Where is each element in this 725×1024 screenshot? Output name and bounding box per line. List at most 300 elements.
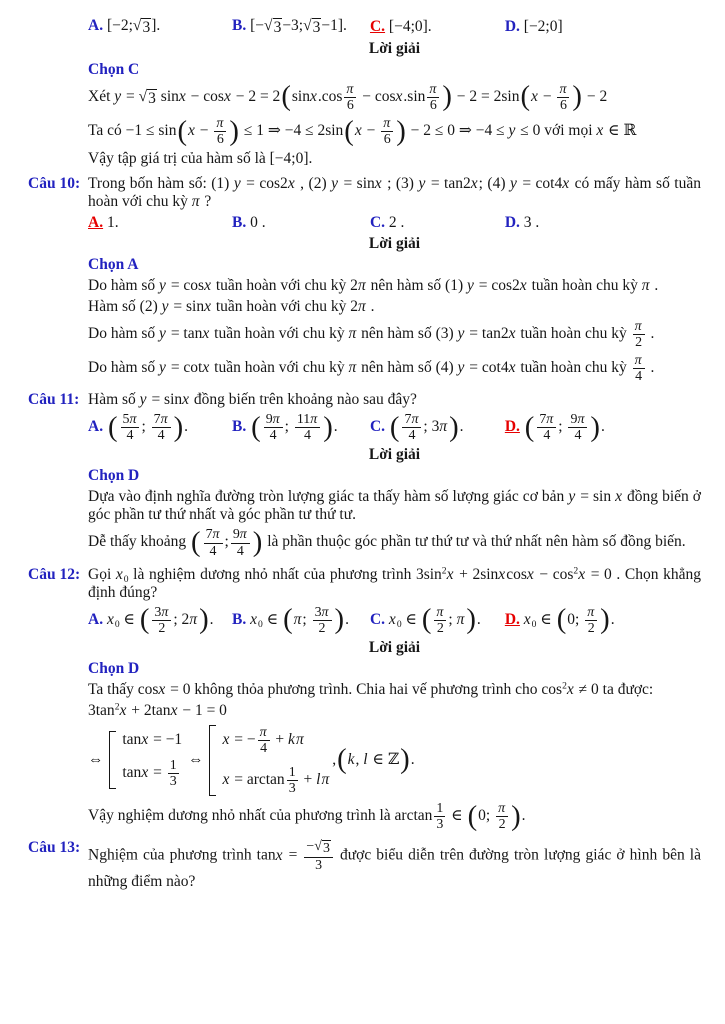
math-sqrt	[264, 18, 282, 37]
math-paren: (	[177, 114, 188, 147]
math-variable: y	[233, 175, 241, 193]
system-rows	[122, 731, 182, 789]
radical-sign-icon: √	[264, 17, 273, 34]
question-block	[28, 175, 701, 211]
math-fraction	[302, 839, 335, 873]
fraction-numerator: 7π	[152, 412, 171, 428]
math-variable: x	[275, 846, 283, 864]
option-item	[88, 214, 232, 232]
fraction-numerator: 1	[436, 800, 444, 816]
math-paren: (	[344, 114, 354, 147]
math-variable: π	[321, 604, 329, 620]
math-variable: y	[418, 175, 426, 193]
radical-sign-icon: √	[314, 839, 322, 855]
math-variable: x	[188, 122, 195, 140]
math-variable: x	[222, 770, 230, 788]
answer-choice: Chọn D	[88, 659, 140, 677]
math-paren: (	[283, 603, 293, 636]
math-variable: y	[568, 488, 576, 506]
math-fraction	[555, 82, 571, 113]
math-variable: π	[189, 610, 198, 628]
options-row	[88, 605, 701, 636]
fraction-denominator: 4	[543, 428, 551, 444]
solution-heading: Lời giải	[368, 638, 421, 656]
math-variable: l	[316, 770, 321, 788]
math-variable: x	[508, 359, 516, 377]
math-variable: x	[204, 298, 211, 316]
math-subscript: 0	[258, 618, 263, 630]
fraction-denominator: 6	[216, 132, 224, 147]
system-row: tanx = $\frac{1}{3}$	[122, 758, 182, 789]
math-variable: π	[161, 604, 169, 620]
option-item	[232, 605, 370, 636]
fraction-numerator: − √ 3	[304, 839, 333, 858]
solution-heading: Lời giải	[368, 446, 421, 464]
math-fraction	[150, 605, 173, 636]
fraction-numerator: 5π	[121, 412, 140, 428]
math-variable: x	[115, 565, 123, 583]
math-variable: x	[498, 565, 506, 583]
question-block	[28, 566, 701, 602]
option-content: ( $\frac{9\pi}{4}$ ; $\frac{11\pi}{4}$ ).	[251, 410, 338, 444]
math-fraction	[293, 412, 322, 443]
system-row: tanx = −1	[122, 731, 183, 749]
option-letter-correct: D.	[504, 418, 520, 436]
math-fraction	[432, 801, 447, 832]
fraction-numerator: 9π	[568, 412, 587, 428]
math-variable: π	[498, 800, 506, 816]
math-variable: x	[287, 175, 295, 193]
math-paren: (	[281, 80, 291, 113]
solution-line: $3\tan^2x + 2\tan x - 1 = 0$	[88, 701, 227, 719]
option-letter: A.	[88, 610, 104, 628]
option-item	[505, 605, 701, 636]
math-variable: k	[347, 750, 355, 768]
math-variable: π	[641, 277, 650, 295]
math-paren: (	[556, 603, 567, 636]
fraction-denominator: 4	[574, 428, 582, 444]
math-variable: x	[519, 277, 527, 295]
option-letter-correct: A.	[88, 214, 104, 232]
math-variable: π	[634, 319, 642, 335]
math-paren: (	[421, 603, 432, 636]
fraction-numerator	[633, 353, 645, 369]
math-fraction	[119, 412, 142, 443]
option-letter-correct: D.	[504, 610, 520, 628]
math-variable: π	[546, 412, 554, 428]
fraction-denominator: 6	[346, 97, 354, 113]
math-variable: π	[456, 610, 465, 628]
math-variable: x	[523, 610, 531, 628]
option-content: x0 ∈ (0; $\frac{\pi}{2}$ ).	[523, 603, 615, 636]
fraction-denominator: 6	[429, 97, 437, 113]
math-variable: x	[470, 175, 478, 193]
fraction-denominator: 3	[436, 817, 444, 832]
math-paren: )	[572, 80, 582, 113]
math-variable: x	[202, 359, 210, 377]
fraction-numerator: 11π	[295, 412, 320, 428]
math-variable: π	[436, 604, 444, 620]
math-variable: y	[509, 175, 517, 193]
math-subscript: 0	[396, 618, 402, 630]
option-content: [−2; √ 3 ].	[106, 17, 161, 36]
option-content: 2 .	[388, 214, 405, 232]
option-letter: C.	[369, 214, 386, 232]
math-variable: π	[321, 770, 330, 788]
option-item	[505, 18, 701, 36]
system-bracket	[109, 731, 116, 789]
math-variable: x	[170, 701, 178, 719]
math-sqrt	[303, 18, 321, 37]
fraction-denominator: 4	[408, 428, 416, 444]
fraction-denominator: 6	[559, 97, 567, 113]
radical-sign-icon: √	[303, 17, 312, 34]
math-variable: k	[288, 730, 295, 748]
math-variable: π	[212, 527, 220, 543]
math-paren: )	[334, 603, 345, 636]
fraction-denominator: 4	[157, 428, 165, 444]
question-block	[28, 391, 701, 409]
math-variable: x	[374, 175, 382, 193]
math-variable: π	[348, 325, 357, 343]
math-fraction	[631, 319, 647, 350]
option-content: 0 .	[250, 214, 266, 232]
math-paren: (	[251, 410, 261, 443]
options-row	[88, 412, 701, 443]
math-variable: x	[531, 87, 538, 105]
answer-choice: Chọn D	[88, 467, 140, 485]
option-content: ( $\frac{7\pi}{4}$ ; 3π).	[389, 410, 464, 444]
math-variable: x	[182, 391, 190, 409]
fraction-numerator: 1	[288, 764, 296, 780]
fraction-numerator: 7π	[537, 412, 556, 428]
question-label: Câu 10:	[28, 175, 81, 193]
math-variable: x	[566, 680, 574, 698]
fraction-denominator: 6	[383, 132, 391, 147]
radicand: 3	[273, 19, 282, 36]
math-paren: )	[323, 410, 333, 443]
math-variable: π	[383, 115, 391, 131]
solution-line: Do hàm số y = tanx tuần hoàn với chu kỳ π nên hàm số (3) y = tan2x tuần hoàn chu kỳ $\frac{\pi}{2}$ .	[88, 319, 655, 351]
fraction-numerator: 3π	[313, 605, 332, 621]
document-content	[28, 17, 701, 891]
math-variable: π	[295, 730, 304, 748]
math-paren: (	[467, 799, 478, 832]
option-item	[88, 412, 232, 443]
solution-line: Vậy nghiệm dương nhỏ nhất của phương trình là arctan $\frac{1}{3}$ ∈ (0; $\frac{\pi}{2}$ ).	[88, 799, 526, 832]
math-variable: x	[204, 277, 211, 295]
fraction-numerator	[496, 801, 508, 817]
fraction-numerator	[585, 605, 597, 621]
fraction-denominator: 4	[304, 428, 312, 444]
math-variable: π	[577, 412, 585, 428]
math-fraction	[432, 605, 448, 636]
fraction-denominator: 3	[315, 858, 323, 874]
math-sqrt	[139, 89, 157, 108]
math-sqrt	[133, 18, 151, 37]
math-variable: π	[259, 724, 267, 740]
math-variable: π	[429, 81, 437, 97]
math-fraction	[285, 765, 300, 796]
option-letter: C.	[369, 610, 386, 628]
fraction-denominator: 4	[635, 369, 643, 385]
math-variable: x	[388, 610, 396, 628]
math-variable: x	[222, 730, 230, 748]
option-content: x0 ∈ ( $\frac{\pi}{2}$ ; π).	[388, 603, 481, 636]
math-variable: y	[159, 359, 166, 377]
fraction-numerator	[557, 82, 569, 98]
math-fraction	[583, 605, 599, 636]
option-item	[232, 412, 370, 443]
math-variable: π	[634, 353, 642, 369]
math-variable: x	[250, 610, 258, 628]
solution-line: Vậy tập giá trị của hàm số là [−4;0].	[88, 150, 313, 168]
question-block	[28, 839, 701, 891]
solution-heading: Lời giải	[368, 235, 421, 253]
math-paren: )	[442, 80, 452, 113]
system-row: x = arctan $\frac{1}{3}$ + lπ	[222, 764, 330, 796]
math-fraction	[631, 353, 647, 384]
math-variable: π	[310, 412, 318, 428]
math-variable: y	[139, 391, 147, 409]
math-paren: )	[252, 526, 263, 559]
option-item	[370, 605, 505, 636]
options-row	[88, 17, 701, 37]
option-item	[232, 214, 370, 232]
fraction-denominator: 3	[288, 780, 296, 796]
solution-line: Hàm số (2) y = sinx tuần hoàn với chu kỳ 2π .	[88, 298, 375, 316]
question-text: Nghiệm của phương trình tanx = − √ 3 3 được biểu diễn trên đường tròn lượng giác ở hình bên là những điểm nào?	[88, 839, 701, 891]
fraction-denominator: 4	[236, 543, 244, 559]
math-variable: π	[357, 298, 366, 316]
system-rows	[222, 725, 330, 796]
fraction-numerator	[344, 82, 356, 98]
math-superscript: 2	[573, 565, 579, 577]
fraction-numerator: 1	[169, 758, 177, 774]
math-variable: x	[578, 565, 586, 583]
math-paren: (	[191, 526, 201, 559]
math-fraction	[150, 412, 173, 443]
math-variable: x	[562, 175, 570, 193]
fraction-denominator: 2	[498, 817, 506, 832]
radical-sign-icon: √	[132, 17, 142, 34]
option-content: 1.	[106, 214, 119, 232]
math-paren: )	[173, 410, 184, 443]
option-letter: B.	[232, 418, 247, 436]
math-variable: π	[346, 81, 354, 97]
math-variable: x	[354, 122, 362, 140]
math-variable: x	[223, 87, 231, 105]
system-row: x = − $\frac{\pi}{4}$ + kπ	[222, 724, 304, 756]
math-paren: (	[389, 410, 400, 443]
math-variable: y	[331, 175, 338, 193]
math-variable: π	[357, 277, 366, 295]
fraction-denominator: 2	[436, 620, 444, 636]
math-superscript: 2	[562, 680, 567, 692]
math-fraction	[535, 412, 558, 443]
question-text: Hàm số y = sinx đồng biến trên khoảng nào sau đây?	[88, 391, 417, 409]
math-variable: π	[439, 418, 448, 436]
options-row	[88, 214, 701, 232]
fraction-numerator	[427, 82, 439, 98]
fraction-denominator: 2	[318, 620, 326, 636]
math-variable: π	[348, 359, 357, 377]
math-fraction	[311, 605, 334, 636]
fraction-denominator: 3	[169, 774, 177, 790]
math-variable: π	[239, 527, 247, 543]
option-letter-correct: C.	[369, 17, 386, 35]
math-paren: )	[600, 603, 610, 636]
math-variable: π	[160, 412, 168, 428]
math-subscript: 0	[114, 618, 120, 630]
fraction-denominator: 4	[126, 428, 134, 444]
radicand: 3	[312, 19, 321, 36]
math-paren: )	[449, 410, 459, 443]
question-label: Câu 12:	[28, 565, 81, 583]
fraction-numerator	[434, 605, 446, 621]
fraction-denominator: 4	[269, 428, 277, 444]
math-variable: π	[411, 412, 419, 428]
question-text: Gọi x0 là nghiệm dương nhỏ nhất của phương trình $3\sin^2x$ + 2sinxcosx − $\cos^2x = 0$ . Chọn khẳng định đúng?	[88, 565, 701, 601]
option-item	[370, 412, 505, 443]
math-fraction	[212, 116, 228, 147]
math-paren: )	[511, 799, 521, 832]
question-label: Câu 13:	[28, 839, 81, 857]
math-variable: x	[119, 701, 127, 719]
option-letter: B.	[232, 214, 247, 232]
math-variable: x	[508, 325, 516, 343]
option-letter: D.	[504, 214, 520, 232]
fraction-denominator: 4	[209, 543, 217, 559]
fraction-numerator	[381, 116, 393, 132]
math-variable: l	[363, 750, 368, 768]
solution-line: ⇔ tanx = −1 tanx = $\frac{1}{3}$ ⇔ x = − $\frac{\pi}{4}$ + kπ x = arctan $\frac{1}{3}$ + lπ ,(k, l ∈ ℤ).	[88, 724, 415, 796]
question-label: Câu 11:	[28, 391, 80, 409]
fraction-numerator: 7π	[204, 527, 223, 543]
answer-choice: Chọn A	[88, 256, 139, 274]
math-variable: π	[191, 193, 200, 211]
option-item	[88, 17, 232, 37]
option-letter: B.	[232, 17, 247, 34]
option-item	[232, 17, 370, 37]
math-paren: (	[107, 410, 118, 443]
math-variable: y	[457, 325, 465, 343]
answer-choice: Chọn C	[88, 60, 140, 78]
solution-line: Do hàm số y = cosx tuần hoàn với chu kỳ 2π nên hàm số (1) y = cos2x tuần hoàn chu kỳ π .	[88, 277, 659, 295]
radicand: 3	[142, 19, 151, 36]
math-variable: x	[106, 610, 114, 628]
math-fraction	[229, 527, 252, 558]
option-content: [−4;0].	[388, 17, 432, 35]
math-variable: x	[202, 325, 210, 343]
fraction-numerator: 9π	[231, 527, 250, 543]
solution-line: Xét y = √ 3 sinx − cosx − 2 = 2(sinx.cos $\frac{\pi}{6}$ − cosx.sin $\frac{\pi}{6}$ ) − 2 = 2sin(x − $\frac{\pi}{6}$ ) − 2	[88, 80, 608, 113]
solution-line: Dễ thấy khoảng ( $\frac{7\pi}{4}$ ; $\frac{9\pi}{4}$ ) là phần thuộc góc phần tư thứ tư và thứ nhất nên hàm số đồng biến.	[88, 526, 686, 559]
math-variable: y	[114, 87, 122, 105]
math-fraction	[425, 82, 441, 113]
option-item	[505, 412, 701, 443]
math-variable: y	[159, 325, 166, 343]
math-variable: y	[457, 359, 465, 377]
system-bracket	[209, 725, 216, 796]
math-system	[109, 731, 182, 789]
solution-heading: Lời giải	[368, 39, 421, 57]
math-fraction	[202, 527, 225, 558]
option-content: ( $\frac{7\pi}{4}$ ; $\frac{9\pi}{4}$ ).	[524, 410, 605, 444]
fraction-numerator	[633, 319, 645, 335]
math-fraction	[256, 725, 272, 756]
math-variable: x	[395, 87, 403, 105]
fraction-denominator: 4	[260, 740, 268, 756]
option-letter: B.	[232, 610, 247, 628]
math-paren: )	[229, 114, 239, 147]
math-variable: x	[309, 87, 317, 105]
fraction-denominator: 2	[587, 620, 595, 636]
math-variable: y	[161, 298, 169, 316]
radical-sign-icon: √	[138, 87, 148, 105]
math-variable: π	[559, 81, 567, 97]
math-variable: π	[587, 604, 595, 620]
math-paren: )	[400, 743, 410, 776]
math-variable: x	[141, 731, 149, 749]
fraction-numerator: 3π	[152, 605, 171, 621]
math-variable: π	[129, 412, 137, 428]
fraction-numerator: 7π	[402, 412, 421, 428]
option-letter: A.	[88, 418, 104, 436]
math-variable: y	[508, 122, 516, 140]
math-fraction	[566, 412, 589, 443]
math-superscript: 2	[441, 565, 447, 577]
math-paren: (	[524, 410, 535, 443]
solution-line: Ta thấy cosx = 0 không thỏa phương trình. Chia hai vế phương trình cho $\cos^2x \ne 0$ ta được:	[88, 680, 654, 698]
option-item	[370, 214, 505, 232]
radicand: 3	[148, 89, 156, 107]
solution-line: Do hàm số y = cotx tuần hoàn với chu kỳ π nên hàm số (4) y = cot4x tuần hoàn chu kỳ $\frac{\pi}{4}$ .	[88, 353, 655, 385]
option-letter: D.	[504, 17, 520, 35]
math-subscript: 0	[531, 618, 537, 630]
option-letter: A.	[88, 17, 104, 34]
math-variable: x	[615, 488, 623, 506]
math-superscript: 2	[114, 701, 120, 713]
math-variable: x	[596, 122, 604, 140]
math-fraction	[379, 116, 395, 147]
math-paren: )	[466, 603, 476, 636]
math-paren: )	[590, 410, 600, 443]
fraction-denominator: 2	[158, 620, 166, 636]
math-paren: )	[199, 603, 209, 636]
solution-line: Ta có −1 ≤ sin(x − $\frac{\pi}{6}$ ) ≤ 1 ⇒ −4 ≤ 2sin(x − $\frac{\pi}{6}$ ) − 2 ≤ 0 ⇒ −4 ≤ y ≤ 0 với mọi x ∈ ℝ	[88, 114, 637, 147]
option-item	[370, 18, 505, 36]
question-text: Trong bốn hàm số: (1) y = cos2x , (2) y = sinx ; (3) y = tan2x; (4) y = cot4x có mấy hàm số tuần hoàn với chu kỳ π ?	[88, 175, 701, 211]
math-system	[209, 725, 330, 796]
math-subscript: 0	[123, 573, 129, 585]
math-variable: x	[141, 764, 149, 782]
option-content: [−2;0]	[523, 17, 563, 35]
option-item	[505, 214, 701, 232]
option-content: x0 ∈ (π; $\frac{3\pi}{2}$ ).	[250, 603, 349, 636]
option-letter: C.	[369, 418, 386, 436]
option-content: 3 .	[523, 214, 540, 232]
math-variable: x	[158, 680, 166, 698]
math-fraction	[494, 801, 510, 832]
math-variable: y	[467, 277, 474, 295]
math-variable: y	[159, 277, 166, 295]
fraction-numerator: 9π	[264, 412, 283, 428]
math-variable: x	[446, 565, 454, 583]
math-sqrt	[314, 840, 331, 857]
math-fraction	[262, 412, 285, 443]
math-paren: (	[139, 603, 150, 636]
